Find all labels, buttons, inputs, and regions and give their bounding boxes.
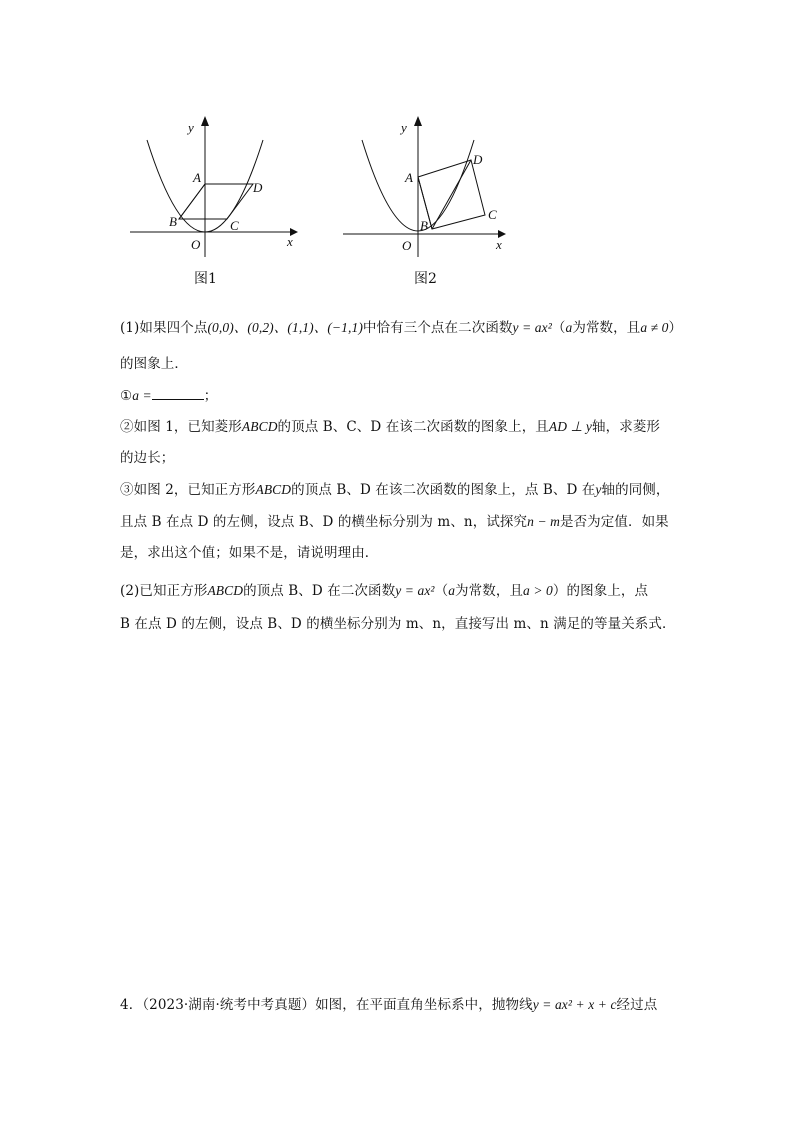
text: 的顶点 B、D 在该二次函数的图象上，点 B、D 在 [291, 482, 596, 498]
var-a: a [448, 583, 456, 598]
text: 是否为定值．如果 [559, 514, 669, 530]
figure-2-caption: 图2 [414, 271, 437, 287]
text: 为常数，且 [572, 320, 641, 336]
question-3-line3 [120, 541, 378, 561]
point-b-label: B [169, 214, 177, 229]
text: 的图象上． [120, 356, 188, 372]
abcd-math: ABCD [207, 583, 244, 598]
part2-line2 [120, 612, 676, 632]
question-1 [120, 384, 217, 404]
condition-math: a ≠ 0 [640, 320, 669, 335]
condition-math: a > 0 [523, 583, 553, 598]
point-d-label: D [473, 152, 483, 167]
function-math: y = ax² + x + c [532, 997, 617, 1012]
function-math: y = ax² [395, 583, 435, 598]
origin-label: O [191, 237, 201, 252]
answer-blank[interactable] [152, 387, 204, 400]
function-math: y = ax² [512, 320, 552, 335]
text: 是，求出这个值；如果不是，请说明理由． [120, 545, 379, 561]
text: 中恰有三个点在二次函数 [362, 320, 513, 336]
figure-2-graph [340, 112, 520, 292]
point-c-label: C [230, 218, 239, 233]
text: ③如图 2，已知正方形 [120, 482, 256, 498]
text: （ [551, 320, 566, 336]
point-a-label: A [193, 170, 201, 185]
text: 的顶点 B、C、D 在该二次函数的图象上，且 [277, 419, 549, 435]
abcd-math: ABCD [241, 419, 278, 434]
var-a: a [565, 320, 573, 335]
x-label: x [496, 237, 502, 252]
figure-1-graph [125, 112, 305, 292]
text: 4．（2023·湖南·统考中考真题）如图，在平面直角坐标系中，抛物线 [120, 997, 533, 1013]
question-4 [120, 993, 657, 1013]
part1-line2 [120, 352, 188, 372]
perp-math: AD ⊥ y [548, 419, 593, 434]
question-3-line1 [120, 478, 670, 498]
text: ； [203, 388, 218, 404]
var-a-eq: a = [132, 388, 152, 403]
abcd-math: ABCD [255, 482, 292, 497]
text: 的顶点 B、D 在二次函数 [243, 583, 396, 599]
text: (1)如果四个点 [120, 320, 208, 336]
text: ） [668, 320, 683, 336]
rhombus-side-ab [179, 184, 205, 219]
y-label: y [401, 120, 407, 135]
text: ）的图象上，点 [552, 583, 649, 599]
text: （ [434, 583, 449, 599]
figure-1 [125, 112, 305, 292]
text: (2)已知正方形 [120, 583, 208, 599]
x-label: x [287, 234, 293, 249]
question-3-line2 [120, 510, 669, 530]
y-axis-arrow [201, 116, 209, 126]
origin-label: O [402, 238, 412, 253]
text: 轴的同侧， [601, 482, 670, 498]
text: 轴，求菱形 [592, 419, 661, 435]
text: 为常数，且 [455, 583, 524, 599]
part1-line1 [120, 316, 682, 336]
circled-1: ① [120, 388, 133, 404]
text: 且点 B 在点 D 的左侧，设点 B、D 的横坐标分别为 m、n，试探究 [120, 514, 528, 530]
y-label: y [188, 120, 194, 135]
y-axis-arrow [414, 116, 422, 126]
points-math: (0,0)、(0,2)、(1,1)、(−1,1) [207, 320, 363, 335]
point-c-label: C [488, 207, 497, 222]
text: ②如图 1，已知菱形 [120, 419, 242, 435]
point-d-label: D [253, 180, 263, 195]
n-minus-m-math: n − m [527, 514, 560, 529]
figure-2 [340, 112, 520, 292]
text: B 在点 D 的左侧，设点 B、D 的横坐标分别为 m、n，直接写出 m、n 满足的等量关系式． [120, 616, 676, 632]
question-2-line1 [120, 415, 660, 435]
part2-line1 [120, 579, 648, 599]
text: 的边长； [120, 450, 175, 466]
question-2-line2 [120, 446, 174, 466]
text: 经过点 [616, 997, 658, 1013]
point-b-label: B [420, 218, 428, 233]
rhombus-abcd [179, 184, 253, 219]
figure-1-caption: 图1 [194, 271, 217, 287]
var-y: y [595, 482, 602, 497]
point-a-label: A [405, 170, 413, 185]
